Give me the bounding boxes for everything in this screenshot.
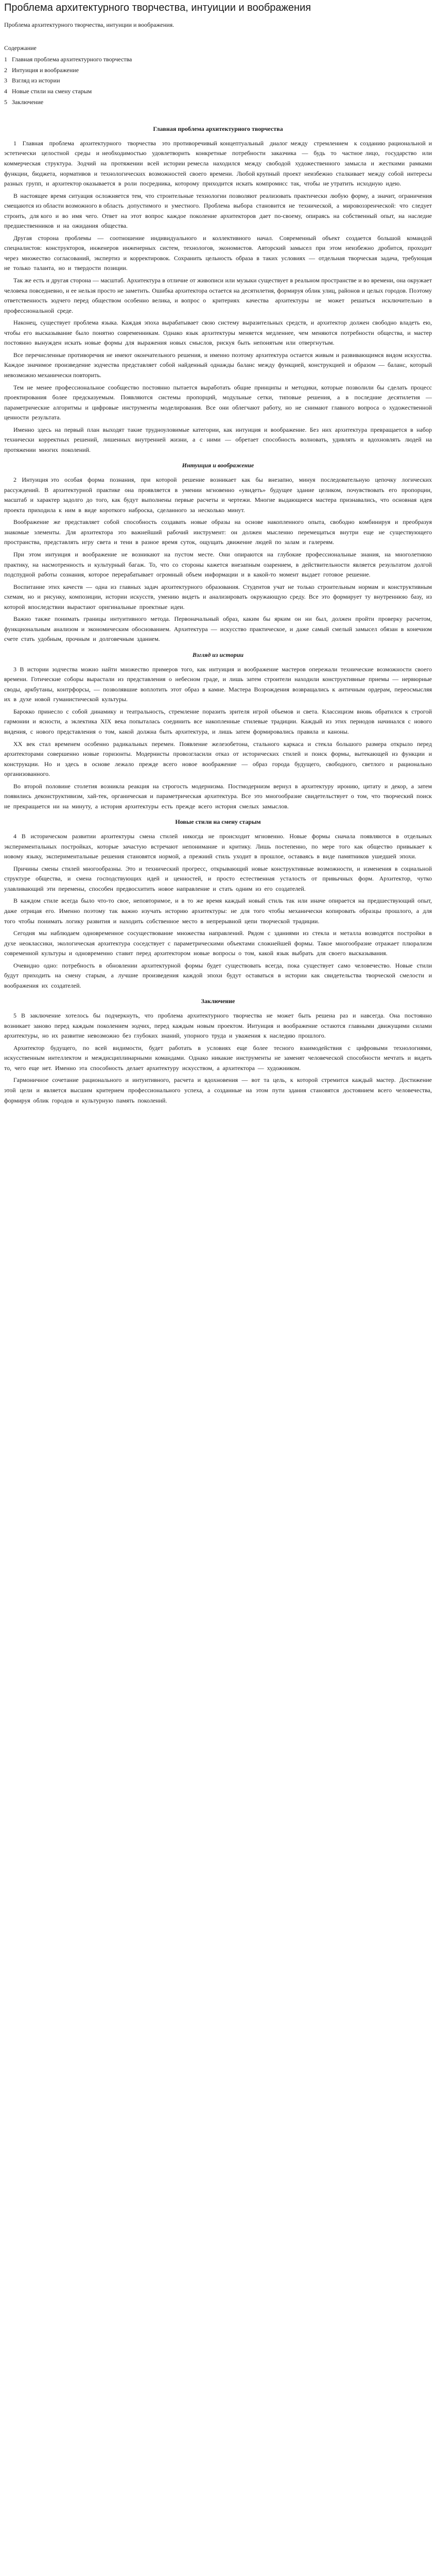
body-paragraph: Гармоничное сочетание рационального и интуитивного, расчета и вдохновения — вот та цель, к которой стремится каждый мастер. Достижение этой цели и является высшим критерием профессионального успеха, а созданные на этом пути здания становятся достоянием всего человечества, формируя облик городов и культурную память поколений. bbox=[4, 1076, 435, 1104]
body-paragraph: Именно здесь на первый план выходят такие трудноуловимые категории, как интуиция и воображение. Без них архитектура превращается в набор технически корректных решений, лишенных внутренней жизни, а с ними — обретает способность волновать, удивлять и вдохновлять людей на протяжении многих поколений. bbox=[4, 426, 435, 453]
body-paragraph: Другая сторона проблемы — соотношение индивидуального и коллективного начал. Современный объект создается большой командой специалистов: конструкторов, инженеров инженерных систем, технологов, экономистов. Авторский замысел при этом неизбежно дробится, проходит через множество согласований, экспертиз и корректировок. Сохранить цельность образа в таких условиях — отдельная творческая задача, требующая не только таланта, но и твердости позиции. bbox=[4, 234, 435, 272]
toc-item-number: 5 bbox=[4, 98, 7, 106]
section-title: Главная проблема архитектурного творчества bbox=[153, 125, 283, 133]
body-paragraph: Сегодня мы наблюдаем одновременное сосуществование множества направлений. Рядом с зданиями из стекла и металла возводятся постройки в духе неоклассики, экологическая архитектура соседствует с параметрическими объектами сложнейшей формы. Такое многообразие отражает плюрализм современной культуры и одновременно ставит перед архитектором новые вопросы о том, какой язык выбрать для своего высказывания. bbox=[4, 929, 435, 957]
document-title: Проблема архитектурного творчества, интуиции и воображения bbox=[4, 2, 311, 13]
body-paragraph: При этом интуиция и воображение не возникают на пустом месте. Они опираются на глубокие профессиональные знания, на многолетнюю практику, на насмотренность и культурный багаж. То, что со стороны кажется внезапным озарением, в действительности является результатом долгой подспудной работы сознания, которое перерабатывает огромный объем информации и в какой-то момент выдает готовое решение. bbox=[4, 550, 435, 579]
toc-item-5[interactable] bbox=[4, 97, 432, 108]
body-paragraph: Важно также понимать границы интуитивного метода. Первоначальный образ, каким бы ярким он ни был, должен пройти проверку расчетом, функциональным анализом и экономическим обоснованием. Архитектура — искусство практическое, и даже самый смелый замысел обязан в конечном счете стать удобным, прочным и долговечным зданием. bbox=[4, 615, 435, 643]
body-paragraph: Во второй половине столетия возникла реакция на строгость модернизма. Постмодернизм вернул в архитектуру иронию, цитату и декор, а затем появились деконструктивизм, хай-тек, органическая и параметрическая архитектура. Все это многообразие свидетельствует о том, что творческий поиск не прекращается ни на минуту, а история архитектуры есть прежде всего история смелых замыслов. bbox=[4, 782, 435, 810]
toc-item-label: Главная проблема архитектурного творчества bbox=[12, 56, 132, 63]
toc-item-1[interactable] bbox=[4, 54, 432, 65]
body-paragraph: Так же есть и другая сторона — масштаб. Архитектура в отличие от живописи или музыки существует в реальном пространстве и во времени, она окружает человека повседневно, и ее нельзя просто не заметить. Ошибка архитектора остается на десятилетия, формируя облик улиц, районов и целых городов. Поэтому ответственность зодчего перед обществом особенно велика, и вопрос о критериях качества архитектуры не может решаться исключительно в профессиональной среде. bbox=[4, 277, 435, 314]
toc-item-4[interactable] bbox=[4, 86, 432, 97]
toc-item-number: 4 bbox=[4, 87, 7, 95]
body-paragraph: Очевидно одно: потребность в обновлении архитектурной формы будет существовать всегда, пока существует само человечество. Новые стили будут приходить на смену старым, а лучшие произведения каждой эпохи будут оставаться в истории как свидетельства творческой смелости и воображения их создателей. bbox=[4, 961, 435, 989]
body-paragraph: Архитектор будущего, по всей видимости, будет работать в условиях еще более тесного взаимодействия с цифровыми технологиями, искусственным интеллектом и междисциплинарными командами. Однако никакие инструменты не заменят человеческой способности мечтать и видеть то, чего еще нет. Именно эта способность делает архитектуру искусством, а архитектора — художником. bbox=[4, 1044, 435, 1072]
toc-item-number: 1 bbox=[4, 56, 7, 63]
toc-heading: Содержание bbox=[4, 44, 37, 52]
body-paragraph: 4 В историческом развитии архитектуры смена стилей никогда не происходит мгновенно. Новые формы сначала появляются в отдельных экспериментальных постройках, которые зачастую встречают непонимание и критику. Лишь постепенно, по мере того как общество привыкает к новому языку, экспериментальные решения становятся нормой, а прежний стиль уходит в прошлое, оставаясь в виде памятников ушедшей эпохи. bbox=[4, 833, 435, 860]
section-title: Заключение bbox=[201, 997, 235, 1005]
body-paragraph: Все перечисленные противоречия не имеют окончательного решения, и именно поэтому архитектура остается живым и развивающимся видом искусства. Каждое значимое произведение зодчества представляет собой найденный однажды баланс между функцией, конструкцией и образом — баланс, который невозможно механически повторить. bbox=[4, 351, 433, 379]
document-section bbox=[4, 997, 435, 1106]
toc-item-number: 3 bbox=[4, 77, 7, 84]
document-section bbox=[4, 125, 435, 455]
toc-item-number: 2 bbox=[4, 66, 7, 74]
body-paragraph: Воспитание этих качеств — одна из главных задач архитектурного образования. Студентов учат не только строительным нормам и конструктивным схемам, но и рисунку, композиции, истории искусств, умению видеть и анализировать окружающую среду. Все это формирует ту внутреннюю базу, из которой впоследствии вырастают оригинальные проектные идеи. bbox=[4, 583, 435, 611]
toc-item-3[interactable] bbox=[4, 75, 432, 86]
body-paragraph: Воображение же представляет собой способность создавать новые образы на основе накопленного опыта, свободно комбинируя и преобразуя знакомые элементы. Для архитектора это важнейший рабочий инструмент: он должен мысленно перемещаться внутри еще не существующего пространства, представлять игру света и тени в разное время суток, ощущать движение людей по залам и галереям. bbox=[4, 518, 435, 546]
document-body bbox=[4, 125, 435, 1106]
body-paragraph: 5 В заключение хотелось бы подчеркнуть, что проблема архитектурного творчества не может быть решена раз и навсегда. Она постоянно возникает заново перед каждым поколением зодчих, перед каждым новым проектом. Интуиция и воображение остаются главными движущими силами архитектуры, но их развитие невозможно без глубоких знаний, упорного труда и уважения к наследию прошлого. bbox=[4, 1012, 435, 1040]
document-lead: Проблема архитектурного творчества, интуиции и воображения. bbox=[4, 21, 175, 28]
body-paragraph: Причины смены стилей многообразны. Это и технический прогресс, открывающий новые конструктивные возможности, и изменения в социальной структуре общества, и смена господствующих идей и ценностей, и просто естественная усталость от привычных форм. Архитектор, чутко улавливающий эти перемены, способен предвосхитить новое направление и стать одним из его создателей. bbox=[4, 865, 435, 892]
toc-item-label: Взгляд из истории bbox=[12, 77, 60, 84]
toc-item-label: Заключение bbox=[12, 98, 44, 106]
table-of-contents bbox=[4, 44, 432, 107]
document-section bbox=[4, 651, 435, 811]
body-paragraph: В каждом стиле всегда было что-то свое, неповторимое, и в то же время каждый новый стиль так или иначе опирается на предшествующий опыт, даже отрицая его. Именно поэтому так важно изучать историю архитектуры: не для того чтобы механически копировать образцы прошлого, а для того чтобы понимать логику развития и находить собственное место в непрерывной цепи творческой традиции. bbox=[4, 897, 435, 925]
document-section bbox=[4, 818, 435, 991]
body-paragraph: Барокко принесло с собой динамику и театральность, стремление поразить зрителя игрой объемов и света. Классицизм вновь обратился к строгой гармонии и ясности, а эклектика XIX века попыталась соединить все накопленные стилевые традиции. Каждый из этих периодов начинался с нового видения, с нового представления о том, какой должна быть архитектура, и лишь затем формировались правила и каноны. bbox=[4, 707, 435, 735]
section-title: Новые стили на смену старым bbox=[175, 818, 261, 826]
toc-item-label: Интуиция и воображение bbox=[12, 66, 79, 74]
body-paragraph: 1 Главная проблема архитектурного творчества это противоречивый концептуальный диалог между стремлением к созданию рациональной и эстетически целостной среды и необходимостью удовлетворить конкретные потребности заказчика — будь то частное лицо, государство или коммерческая структура. Зодчий на протяжении всей истории ремесла находился между свободой художественного замысла и жесткими рамками функции, бюджета, нормативов и технологических возможностей своего времени. Любой крупный проект неизбежно сталкивает между собой интересы разных групп, и архитектор оказывается в роли посредника, которому приходится искать компромисс так, чтобы не утратить исходную идею. bbox=[4, 139, 435, 188]
body-paragraph: 3 В истории зодчества можно найти множество примеров того, как интуиция и воображение мастеров опережали технические возможности своего времени. Готические соборы вырастали из представления о небесном граде, и лишь затем строители находили конструктивные приемы — нервюрные своды, аркбутаны, контрфорсы, — позволявшие воплотить этот образ в камне. Мастера Возрождения возвращались к античным ордерам, переосмысляя их в духе новой гуманистической культуры. bbox=[4, 665, 435, 703]
body-paragraph: Тем не менее профессиональное сообщество постоянно пытается выработать общие принципы и методики, которые позволили бы сделать процесс проектирования более предсказуемым. Появляются системы пропорций, модульные сетки, типовые решения, а в последние десятилетия — параметрические алгоритмы и цифровые инструменты моделирования. Все они облегчают работу, но не снимают главного вопроса о художественной ценности результата. bbox=[4, 383, 435, 421]
toc-item-2[interactable] bbox=[4, 65, 432, 76]
body-paragraph: XX век стал временем особенно радикальных перемен. Появление железобетона, стального каркаса и стекла большого размера открыло перед архитекторами совершенно новые горизонты. Модернисты провозгласили отказ от исторических стилей и поиск формы, вытекающей из функции и конструкции. Но и здесь в основе лежало прежде всего новое воображение — образ города будущего, свободного, светлого и рационально организованного. bbox=[4, 740, 435, 778]
toc-item-label: Новые стили на смену старым bbox=[12, 87, 92, 95]
body-paragraph: Наконец, существует проблема языка. Каждая эпоха вырабатывает свою систему выразительных средств, и архитектор должен свободно владеть ею, чтобы его высказывание было понятно современникам. Однако язык архитектуры меняется медленнее, чем меняются потребности общества, и мастер постоянно вынужден искать новые формы для выражения новых смыслов, рискуя быть непонятым или отвергнутым. bbox=[4, 319, 435, 347]
body-paragraph: 2 Интуиция это особая форма познания, при которой решение возникает как бы внезапно, минуя последовательную цепочку логических рассуждений. В архитектурной практике она проявляется в умении мгновенно «увидеть» будущее здание целиком, почувствовать его пропорции, масштаб и характер задолго до того, как будут выполнены первые расчеты и чертежи. Многие выдающиеся мастера признавались, что основная идея проекта приходила к ним в виде короткого наброска, сделанного за несколько минут. bbox=[4, 476, 435, 514]
document-section bbox=[4, 461, 435, 645]
toc-list bbox=[4, 54, 432, 107]
body-paragraph: В настоящее время ситуация осложняется тем, что строительные технологии позволяют реализовать практически любую форму, а значит, ограничения смещаются из области возможного в область допустимого и уместного. Проблема выбора становится не технической, а мировоззренческой: что следует строить, для кого и во имя чего. Ответ на этот вопрос каждое поколение архитекторов дает по-своему, опираясь на собственный опыт, на наследие предшественников и на ожидания общества. bbox=[4, 192, 435, 230]
section-title: Интуиция и воображение bbox=[182, 462, 254, 469]
section-title: Взгляд из истории bbox=[192, 651, 244, 658]
